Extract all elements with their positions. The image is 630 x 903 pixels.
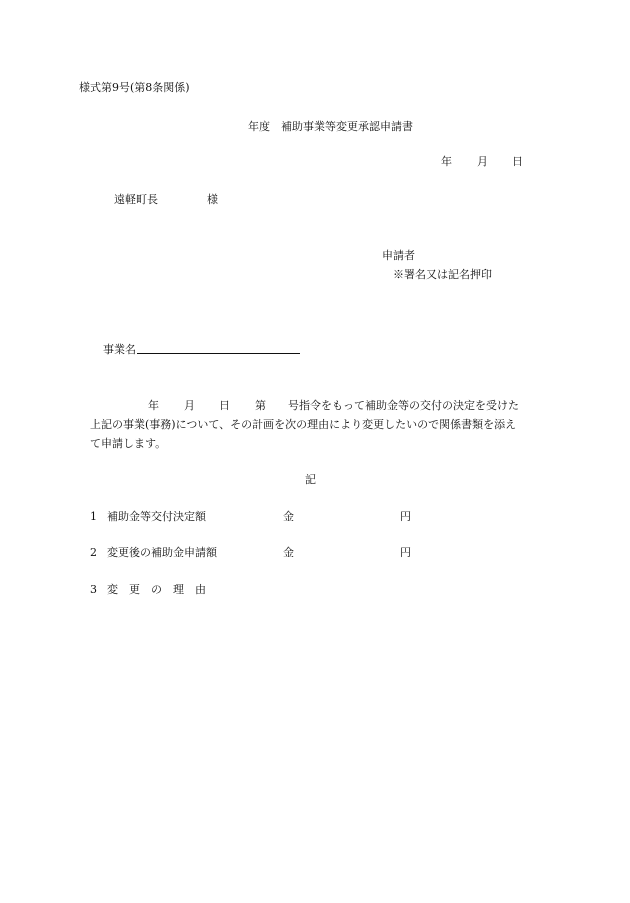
- item-kin-label: 金: [283, 546, 294, 559]
- date-day-label: 日: [512, 155, 523, 168]
- item-number: 3: [90, 583, 97, 596]
- item-number: 1: [90, 510, 97, 523]
- body-year-label: 年: [148, 399, 159, 412]
- signature-note: ※署名又は記名押印: [393, 268, 492, 281]
- item-yen-label: 円: [400, 510, 411, 523]
- date-month-label: 月: [477, 155, 488, 168]
- date-year-label: 年: [441, 155, 452, 168]
- body-line-1: 号指令をもって補助金等の交付の決定を受けた: [288, 399, 519, 412]
- item-label: 補助金等交付決定額: [107, 510, 206, 523]
- project-name-label: 事業名: [103, 343, 136, 356]
- item-label: 変更後の補助金申請額: [107, 546, 217, 559]
- form-number: 様式第9号(第8条関係): [79, 81, 190, 94]
- body-month-label: 月: [184, 399, 195, 412]
- item-label: 変 更 の 理 由: [107, 583, 206, 596]
- ki-heading: 記: [305, 473, 316, 486]
- applicant-label: 申請者: [382, 249, 415, 262]
- item-kin-label: 金: [283, 510, 294, 523]
- recipient-name: 遠軽町長: [114, 193, 158, 206]
- body-day-label: 日: [219, 399, 230, 412]
- body-no-label: 第: [255, 399, 266, 412]
- body-line-3: て申請します。: [90, 437, 167, 450]
- project-name-blank-line: [137, 353, 300, 354]
- document-title: 年度 補助事業等変更承認申請書: [248, 120, 413, 133]
- body-line-2: 上記の事業(事務)について、その計画を次の理由により変更したいので関係書類を添え: [90, 418, 517, 431]
- item-number: 2: [90, 546, 97, 559]
- item-yen-label: 円: [400, 546, 411, 559]
- recipient-honorific: 様: [207, 193, 218, 206]
